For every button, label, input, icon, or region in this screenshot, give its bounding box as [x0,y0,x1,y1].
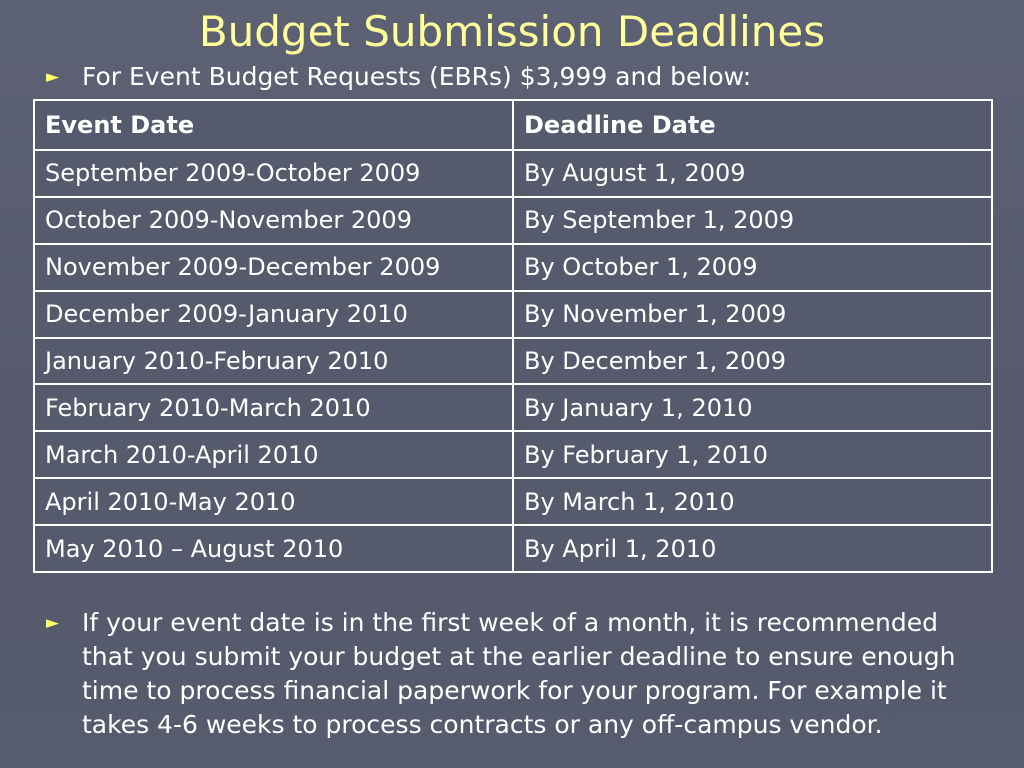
table-header-row [34,100,992,150]
event-date-cell: February 2010-March 2010 [34,384,513,431]
table-row [34,291,992,338]
deadline-date-cell: By February 1, 2010 [513,431,992,478]
deadline-date-cell: By November 1, 2009 [513,291,992,338]
slide-title: Budget Submission Deadlines [198,7,826,56]
event-date-cell: April 2010-May 2010 [34,478,513,525]
deadline-date-cell: By April 1, 2010 [513,525,992,572]
deadline-date-cell: By December 1, 2009 [513,338,992,385]
intro-bullet-text: For Event Budget Requests (EBRs) $3,999 and below: [82,62,752,91]
bullet-arrow-icon: ► [46,67,60,87]
event-date-cell: January 2010-February 2010 [34,338,513,385]
table-row [34,525,992,572]
note-bullet [46,606,986,756]
deadline-date-cell: By March 1, 2010 [513,478,992,525]
bullet-arrow-icon: ► [46,613,60,633]
header-event-date: Event Date [34,100,513,150]
table-row [34,478,992,525]
deadline-date-cell: By January 1, 2010 [513,384,992,431]
header-deadline-date: Deadline Date [513,100,992,150]
table-row [34,431,992,478]
table-row [34,197,992,244]
deadline-date-cell: By August 1, 2009 [513,150,992,197]
table-row [34,244,992,291]
event-date-cell: October 2009-November 2009 [34,197,513,244]
table-row [34,150,992,197]
deadline-date-cell: By October 1, 2009 [513,244,992,291]
event-date-cell: May 2010 – August 2010 [34,525,513,572]
deadlines-table [33,99,993,573]
event-date-cell: December 2009-January 2010 [34,291,513,338]
event-date-cell: November 2009-December 2009 [34,244,513,291]
intro-bullet [46,60,1006,96]
table-row [34,338,992,385]
event-date-cell: September 2009-October 2009 [34,150,513,197]
table-row [34,384,992,431]
deadline-date-cell: By September 1, 2009 [513,197,992,244]
event-date-cell: March 2010-April 2010 [34,431,513,478]
note-bullet-text: If your event date is in the first week of a month, it is recommended that you submit your budget at the earlier deadline to ensure enough time to process financial paperwork for your program. For example it takes 4-6 weeks to process contracts or any off-campus vendor. [82,608,956,739]
